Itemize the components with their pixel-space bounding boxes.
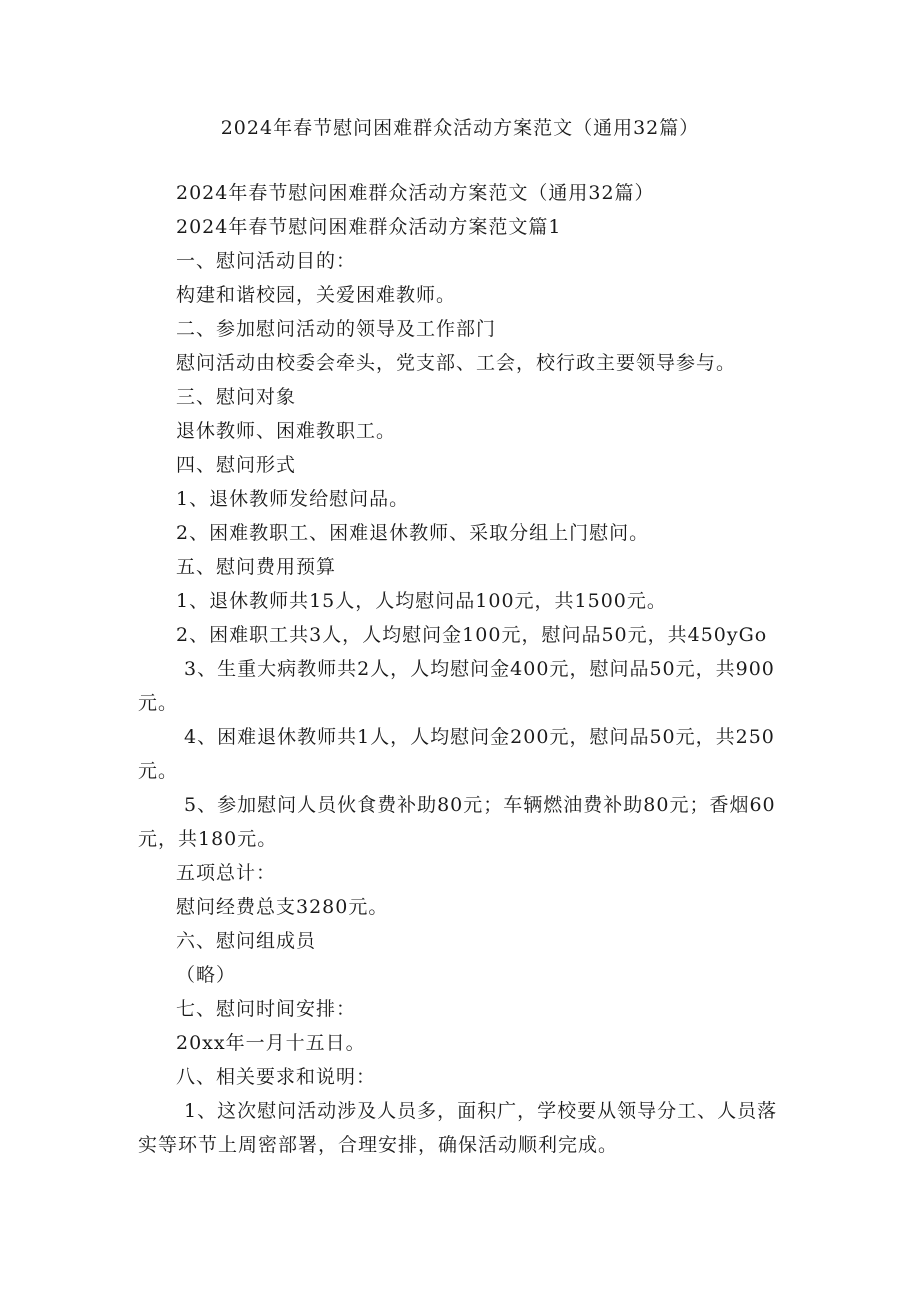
heading-total: 五项总计： (176, 862, 277, 884)
paragraph-form-1: 1、退休教师发给慰问品。 (176, 488, 410, 510)
paragraph-form-2: 2、困难教职工、困难退休教师、采取分组上门慰问。 (176, 522, 650, 544)
paragraph-total: 慰问经费总支3280元。 (176, 896, 389, 918)
paragraph-budget-4: 4、困难退休教师共1人，人均慰问金200元，慰问品50元，共250元。 (138, 726, 775, 782)
document-title: 2024年春节慰问困难群众活动方案范文（通用32篇） (220, 117, 700, 139)
heading-schedule: 七、慰问时间安排： (176, 998, 357, 1020)
heading-budget: 五、慰问费用预算 (176, 556, 337, 578)
document-body (138, 176, 788, 1162)
paragraph-budget-3: 3、生重大病教师共2人，人均慰问金400元，慰问品50元，共900元。 (138, 658, 775, 714)
paragraph-targets: 退休教师、困难教职工。 (176, 420, 397, 442)
heading-forms: 四、慰问形式 (176, 454, 297, 476)
heading-leaders: 二、参加慰问活动的领导及工作部门 (176, 318, 497, 340)
paragraph-budget-2: 2、困难职工共3人，人均慰问金100元，慰问品50元，共450yGo (176, 624, 768, 646)
paragraph-purpose: 构建和谐校园，关爱困难教师。 (176, 284, 457, 306)
paragraph-section-heading: 2024年春节慰问困难群众活动方案范文篇1 (176, 216, 562, 238)
paragraph-budget-1: 1、退休教师共15人，人均慰问品100元，共1500元。 (176, 590, 667, 612)
paragraph-budget-5: 5、参加慰问人员伙食费补助80元；车辆燃油费补助80元；香烟60元，共180元。 (138, 794, 776, 850)
paragraph-schedule: 20xx年一月十五日。 (176, 1032, 366, 1054)
heading-requirements: 八、相关要求和说明： (176, 1066, 377, 1088)
paragraph-leaders: 慰问活动由校委会牵头，党支部、工会，校行政主要领导参与。 (176, 352, 737, 374)
paragraph-requirement-1: 1、这次慰问活动涉及人员多，面积广，学校要从领导分工、人员落实等环节上周密部署，合理安排，确保活动顺利完成。 (138, 1100, 778, 1156)
heading-targets: 三、慰问对象 (176, 386, 297, 408)
heading-members: 六、慰问组成员 (176, 930, 317, 952)
heading-purpose: 一、慰问活动目的： (176, 250, 357, 272)
paragraph-members: （略） (176, 964, 237, 986)
paragraph-subtitle: 2024年春节慰问困难群众活动方案范文（通用32篇） (176, 182, 655, 204)
